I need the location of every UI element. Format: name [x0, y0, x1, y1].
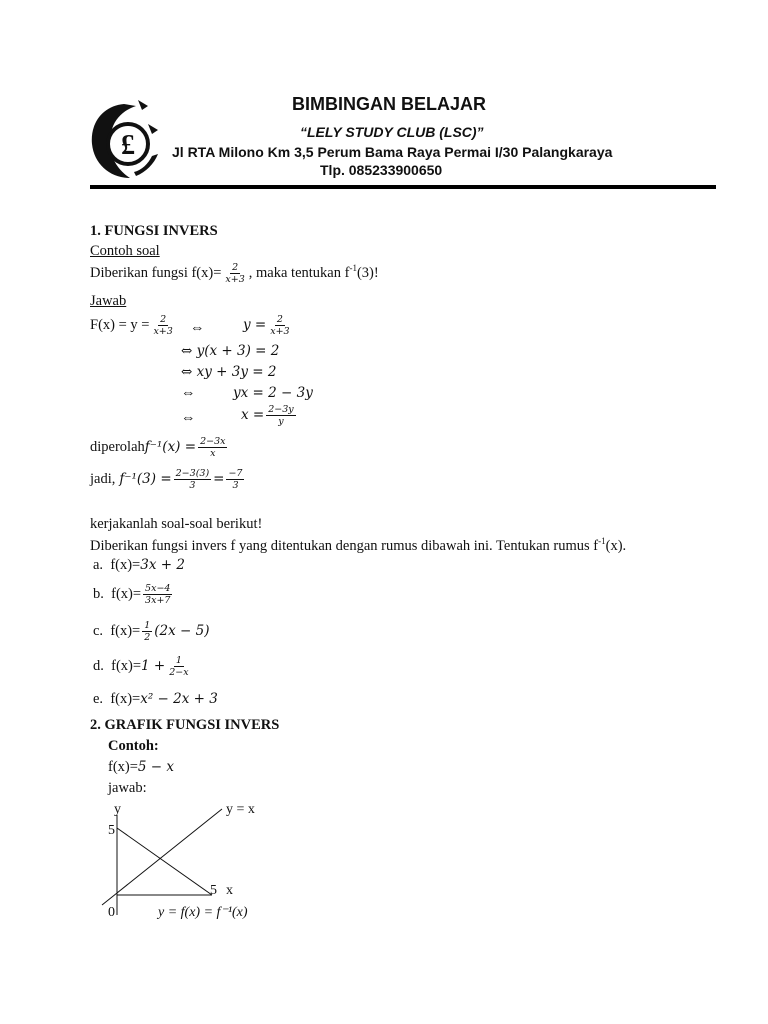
result-expr: f⁻¹(x) =	[144, 439, 197, 456]
exercise-title: kerjakanlah soal-soal berikut!	[90, 516, 263, 532]
frac-den: x+3	[225, 274, 245, 285]
frac-den: 3x+7	[145, 595, 171, 606]
frac-num: 2−3(3)	[175, 468, 210, 479]
step-3: yx = 2 − 3y	[233, 385, 313, 401]
club-phone: Tlp. 085233900650	[320, 162, 443, 178]
frac-den: 2	[144, 632, 151, 643]
item-lhs: f(x)=	[111, 657, 142, 674]
item-lhs: f(x)=	[111, 585, 142, 602]
identity-line	[102, 809, 222, 905]
frac-num: 2−3x	[200, 436, 226, 447]
page-title: BIMBINGAN BELAJAR	[292, 94, 487, 114]
problem-text-a: Diberikan fungsi f(x)=	[90, 264, 222, 281]
step0-left: F(x) = y =	[90, 316, 150, 333]
step0-iff: ⇔	[190, 320, 205, 336]
func-lhs: f(x)=	[108, 759, 138, 775]
frac-den: 3	[189, 480, 196, 491]
origin-label: 0	[108, 905, 115, 920]
conclusion-label: jadi,	[90, 471, 116, 488]
section2-heading: 2. GRAFIK FUNGSI INVERS	[90, 717, 280, 733]
frac-num: 2	[232, 262, 239, 273]
item-expr: x² − 2x + 3	[140, 691, 218, 707]
section1-heading: 1. FUNGSI INVERS	[90, 223, 218, 239]
example-label: Contoh soal	[90, 243, 160, 259]
frac-num: 2	[276, 314, 283, 325]
frac-den: 3	[232, 480, 239, 491]
y-axis-label: y	[114, 802, 121, 817]
item-label: d.	[93, 657, 104, 674]
conclusion-eq: =	[213, 471, 225, 488]
x-five-label: 5	[210, 883, 217, 898]
problem-text-b: , maka tentukan f	[248, 264, 350, 281]
step-1: ⇔ y(x + 3) = 2	[181, 343, 280, 359]
item-expr: 1 +	[141, 657, 166, 674]
frac-den: x	[210, 448, 216, 459]
frac-num: 1	[144, 620, 151, 631]
graph-caption: y = f(x) = f⁻¹(x)	[158, 905, 248, 920]
step3-iff: ⇔	[181, 385, 196, 401]
step4-iff: ⇔	[181, 410, 196, 426]
identity-line-label: y = x	[226, 802, 255, 817]
frac-den: 2−x	[169, 667, 189, 678]
frac-num: −7	[228, 468, 243, 479]
club-name: “LELY STUDY CLUB (LSC)”	[300, 124, 484, 140]
item-expr: (2x − 5)	[154, 622, 210, 639]
x-axis-label: x	[226, 883, 233, 898]
frac-den: x+3	[270, 326, 290, 337]
problem-text-c: (3)!	[356, 264, 379, 281]
step4-lhs: x =	[241, 407, 265, 424]
item-label: a.	[93, 557, 104, 573]
result-label: diperolah	[90, 439, 145, 456]
item-label: c.	[93, 622, 104, 639]
frac-num: 5x−4	[145, 583, 171, 594]
frac-den: y	[278, 416, 284, 427]
step0-right: y =	[243, 317, 267, 334]
step-2: ⇔ xy + 3y = 2	[181, 364, 277, 380]
frac-num: 2	[160, 314, 167, 325]
conclusion-expr: f⁻¹(3) =	[119, 471, 172, 488]
item-expr: 3x + 2	[140, 557, 185, 573]
club-address: Jl RTA Milono Km 3,5 Perum Bama Raya Permai I/30 Palangkaraya	[172, 144, 613, 160]
answer-label: Jawab	[90, 293, 127, 309]
item-lhs: f(x)=	[110, 691, 141, 707]
item-label: e.	[93, 691, 104, 707]
section2-answer-label: jawab:	[108, 780, 147, 796]
item-lhs: f(x)=	[110, 557, 141, 573]
section2-example-label: Contoh:	[108, 738, 159, 754]
func-expr: 5 − x	[137, 759, 175, 775]
function-line	[117, 828, 212, 895]
exercise-desc-a: Diberikan fungsi invers f yang ditentukan dengan rumus dibawah ini. Tentukan rumus f	[90, 537, 599, 554]
exercise-desc-b: (x).	[605, 537, 627, 554]
item-label: b.	[93, 585, 104, 602]
frac-num: 2−3y	[268, 404, 294, 415]
logo-letter: £	[121, 130, 135, 161]
problem-sup: -1	[349, 263, 357, 273]
y-five-label: 5	[108, 823, 115, 838]
exercise-desc-sup: -1	[598, 536, 606, 546]
frac-num: 1	[175, 655, 182, 666]
frac-den: x+3	[153, 326, 173, 337]
item-lhs: f(x)=	[110, 622, 141, 639]
